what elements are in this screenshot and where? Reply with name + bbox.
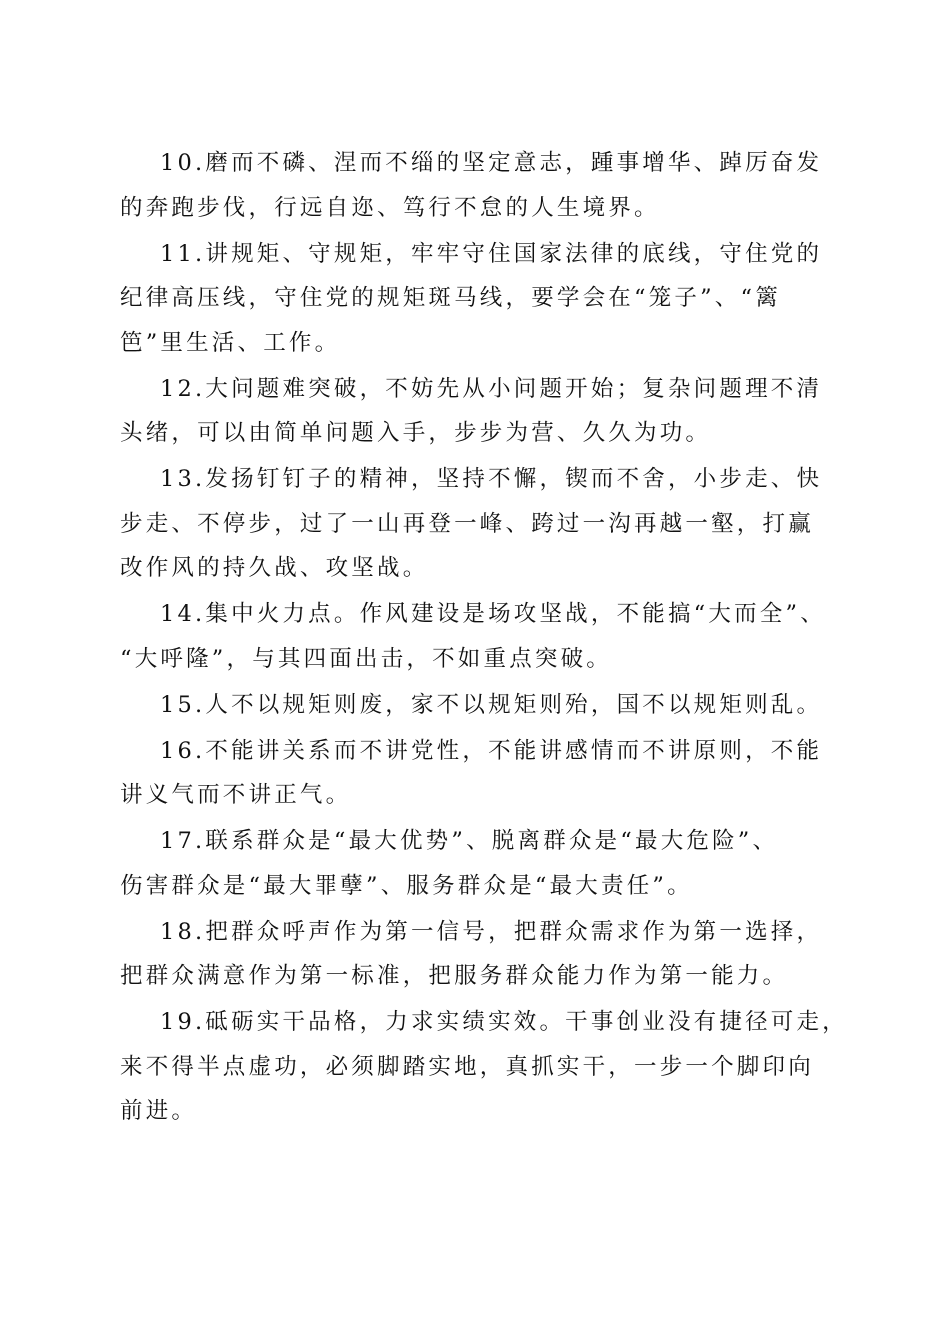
paragraph-10-line-2: 的奔跑步伐，行远自迩、笃行不怠的人生境界。: [120, 194, 660, 221]
paragraph-11-line-1: 11.讲规矩、守规矩，牢牢守住国家法律的底线，守住党的: [160, 240, 823, 267]
paragraph-11-line-3: 笆”里生活、工作。: [120, 329, 341, 356]
paragraph-15-line-1: 15.人不以规矩则废，家不以规矩则殆，国不以规矩则乱。: [160, 691, 823, 718]
paragraph-18-line-1: 18.把群众呼声作为第一信号，把群众需求作为第一选择，: [160, 918, 823, 945]
paragraph-19: [120, 1000, 848, 1134]
document-body: [120, 141, 848, 1135]
paragraph-19-line-1: 19.砥砺实干品格，力求实绩实效。干事创业没有捷径可走，: [160, 1009, 848, 1035]
paragraph-17-line-2: 伤害群众是“最大罪孽”、服务群众是“最大责任”。: [120, 872, 693, 899]
paragraph-13: [120, 457, 835, 591]
paragraph-19-line-2: 来不得半点虚功，必须脚踏实地，真抓实干，一步一个脚印向: [120, 1053, 814, 1080]
paragraph-17: [120, 819, 835, 908]
paragraph-18-line-2: 把群众满意作为第一标准，把服务群众能力作为第一能力。: [120, 963, 789, 989]
paragraph-11-line-2: 纪律高压线，守住党的规矩斑马线，要学会在“笼子”、“篱: [120, 285, 781, 311]
paragraph-12-line-2: 头绪，可以由简单问题入手，步步为营、久久为功。: [120, 420, 712, 446]
paragraph-16-line-1: 16.不能讲关系而不讲党性，不能讲感情而不讲原则，不能: [160, 737, 823, 764]
paragraph-15: [120, 683, 835, 728]
paragraph-13-line-1: 13.发扬钉钉子的精神，坚持不懈，锲而不舍，小步走、快: [160, 466, 823, 492]
paragraph-19-line-3: 前进。: [120, 1098, 198, 1124]
paragraph-13-line-2: 步走、不停步，过了一山再登一峰、跨过一沟再越一壑，打赢: [120, 510, 814, 537]
paragraph-11: [120, 232, 835, 366]
paragraph-10-line-1: 10.磨而不磷、涅而不缁的坚定意志，踵事增华、踔厉奋发: [160, 150, 823, 176]
paragraph-16-line-2: 讲义气而不讲正气。: [120, 782, 352, 808]
paragraph-16: [120, 729, 835, 818]
paragraph-18: [120, 910, 835, 999]
paragraph-10: [120, 141, 835, 230]
paragraph-14-line-2: “大呼隆”，与其四面出击，不如重点突破。: [120, 645, 613, 672]
paragraph-12: [120, 367, 835, 456]
paragraph-14: [120, 592, 835, 681]
paragraph-12-line-1: 12.大问题难突破，不妨先从小问题开始；复杂问题理不清: [160, 375, 823, 402]
paragraph-13-line-3: 改作风的持久战、攻坚战。: [120, 555, 429, 581]
paragraph-17-line-1: 17.联系群众是“最大优势”、脱离群众是“最大危险”、: [160, 828, 779, 854]
paragraph-14-line-1: 14.集中火力点。作风建设是场攻坚战，不能搞“大而全”、: [160, 601, 826, 627]
